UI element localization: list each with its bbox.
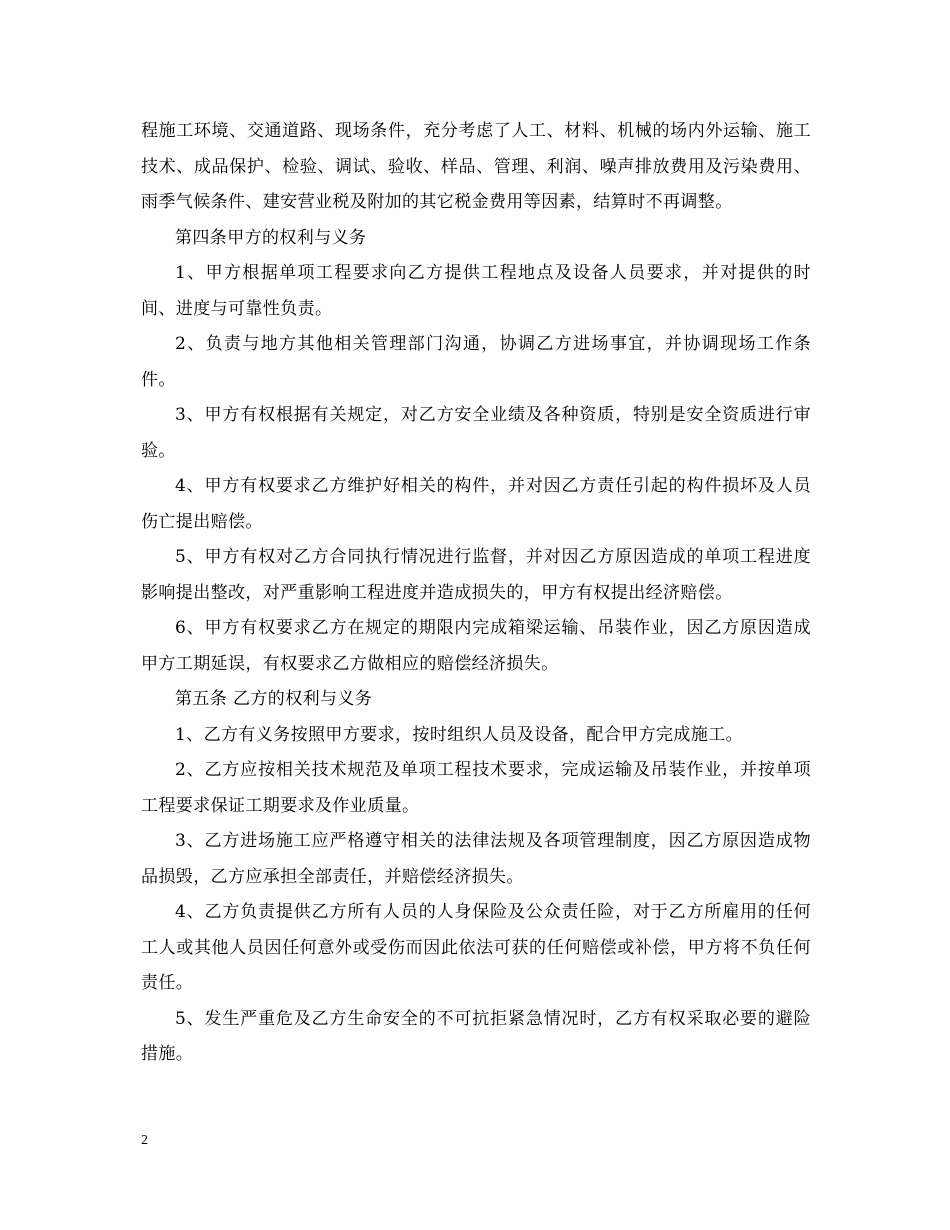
- paragraph-article-4-item-3: 3、甲方有权根据有关规定，对乙方安全业绩及各种资质，特别是安全资质进行审验。: [141, 405, 811, 461]
- paragraph-article-5-item-2: 2、乙方应按相关技术规范及单项工程技术要求，完成运输及吊装作业，并按单项工程要求保证工期要求及作业质量。: [141, 760, 811, 816]
- paragraph-article-4-item-2: 2、负责与地方其他相关管理部门沟通，协调乙方进场事宜，并协调现场工作条件。: [141, 334, 811, 390]
- document-body: [141, 114, 811, 1073]
- section-heading-article-5: 第五条 乙方的权利与义务: [175, 689, 373, 709]
- paragraph-article-5-item-3: 3、乙方进场施工应严格遵守相关的法律法规及各项管理制度，因乙方原因造成物品损毁，乙方应承担全部责任，并赔偿经济损失。: [141, 831, 811, 887]
- paragraph-article-4-item-6: 6、甲方有权要求乙方在规定的期限内完成箱梁运输、吊装作业，因乙方原因造成甲方工期延误，有权要求乙方做相应的赔偿经济损失。: [141, 618, 811, 674]
- section-heading-article-4: 第四条甲方的权利与义务: [175, 227, 367, 248]
- page-number: 2: [141, 1133, 148, 1148]
- paragraph-article-5-item-1: 1、乙方有义务按照甲方要求，按时组织人员及设备，配合甲方完成施工。: [175, 724, 744, 745]
- paragraph-article-4-item-1: 1、甲方根据单项工程要求向乙方提供工程地点及设备人员要求，并对提供的时间、进度与可靠性负责。: [141, 263, 811, 319]
- paragraph-article-5-item-4: 4、乙方负责提供乙方所有人员的人身保险及公众责任险，对于乙方所雇用的任何工人或其他人员因任何意外或受伤而因此依法可获的任何赔偿或补偿，甲方将不负任何责任。: [141, 902, 811, 993]
- paragraph-article-4-item-5: 5、甲方有权对乙方合同执行情况进行监督，并对因乙方原因造成的单项工程进度影响提出整改，对严重影响工程进度并造成损失的，甲方有权提出经济赔偿。: [141, 547, 811, 603]
- paragraph-continuation: 程施工环境、交通道路、现场条件，充分考虑了人工、材料、机械的场内外运输、施工技术、成品保护、检验、调试、验收、样品、管理、利润、噪声排放费用及污染费用、雨季气候条件、建安营业税及附加的其它税金费用等因素，结算时不再调整。: [141, 121, 811, 212]
- paragraph-article-5-item-5: 5、发生严重危及乙方生命安全的不可抗拒紧急情况时，乙方有权采取必要的避险措施。: [141, 1008, 811, 1064]
- paragraph-article-4-item-4: 4、甲方有权要求乙方维护好相关的构件，并对因乙方责任引起的构件损坏及人员伤亡提出赔偿。: [141, 476, 811, 532]
